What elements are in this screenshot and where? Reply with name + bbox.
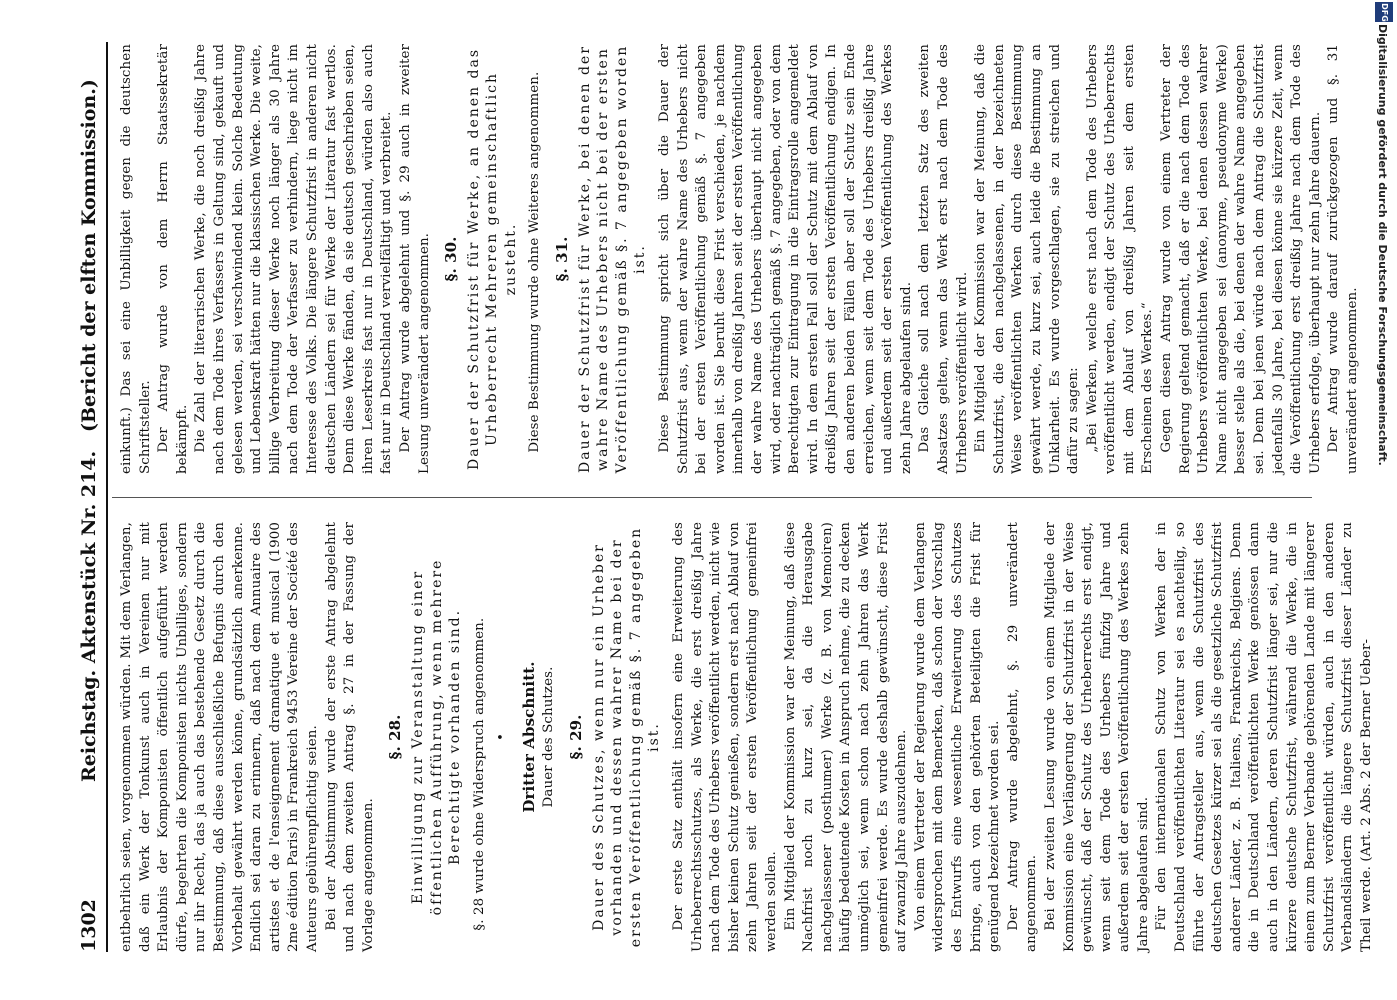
page-number: 1302 (78, 899, 100, 952)
right-column (118, 44, 1363, 474)
separator: • (494, 733, 510, 741)
paragraph: Der Antrag wurde abgelehnt, §. 29 unverändert angenommen. (1005, 522, 1040, 952)
paragraph: Diese Bestimmung spricht sich über die Dauer der Schutzfrist aus, wenn der wahre Name des Urhebers nicht bei der ersten Veröffentlichung gemäß §. 7 angegeben worden ist. Sie beruht diese Frist verschieden, je nachdem innerhalb von dreißig Jahren seit der ersten Veröffentlichung der wahre Name des Urhebers überhaupt nicht angegeben wird, oder nachträglich gemäß §. 7 angegeben, oder von dem Berechtigten zur Eintragung in die Eintragsrolle angemeldet wird. In dem ersten Fall soll der Schutz mit dem Ablauf von dreißig Jahren seit der ersten Veröffentlichung endigen. In den anderen beiden Fällen aber soll der Schutz sein Ende erreichen, wenn seit dem Tode des Urhebers dreißig Jahre und außerdem seit der ersten Veröffentlichung des Werkes zehn Jahre abgelaufen sind. (657, 44, 914, 474)
column-divider (112, 497, 1312, 498)
page-header (72, 42, 108, 952)
paragraph: Der erste Satz enthält insofern eine Erweiterung des Urheberrechtsschutzes, als Werke, die erst dreißig Jahre nach dem Tode des Urhebers veröffentlicht werden, nicht wie bisher keinen Schutz genießen, sondern erst nach Ablauf von zehn Jahren seit der ersten Veröffentlichung gemeinfrei werden sollen. (671, 522, 779, 952)
paragraph: Von einem Vertreter der Regierung wurde dem Verlangen widersprochen mit dem Bemerken, daß schon der Vorschlag des Entwurfs eine wesentliche Erweiterung des Schutzes bringe, auch von den gehörten Beteiligten die Frist für genügend bezeichnet worden sei. (912, 522, 1003, 952)
section-title: Einwilligung zur Veranstaltung einer öffentlichen Aufführung, wenn mehrere Berechtigte vorhanden sind. (409, 558, 464, 916)
chapter-subtitle: Dauer des Schutzes. (541, 666, 557, 808)
paragraph: Für den internationalen Schutz von Werken der in Deutschland veröffentlichten Literatur sei es nachteilig, so führte der Antragsteller aus, wenn die Schutzfrist des deutschen Gesetzes kürzer sei als die gesetzliche Schutzfrist anderer Länder, z. B. Italiens, Frankreichs, Belgiens. Denn die in Deutschland veröffentlichten Werke genössen dann auch in den Ländern, deren Schutzfrist länger sei, nur die kürzere deutsche Schutzfrist, während die Werke, die in einem zum Berner Verbande gehörenden Lande mit längerer Schutzfrist veröffentlicht würden, auch in den anderen Verbandsländern die längere Schutzfrist dieser Länder zu Theil werde. (Art. 2 Abs. 2 der Berner Ueber- (1154, 522, 1374, 952)
publication-title: Reichstag. Aktenstück Nr. 214. (78, 450, 100, 782)
paragraph: Die Zahl der literarischen Werke, die noch dreißig Jahre nach dem Tode ihres Verfassers in Geltung sind, gekauft und gelesen werden, sei verschwindend klein. Solche Bedeutung und Lebenskraft hätten nur die klassischen Werke. Die weite, billige Verbreitung dieser Werke noch länger als 30 Jahre nach dem Tode der Verfasser zu verhindern, liege nicht im Interesse des Volks. Die längere Schutzfrist in anderen nicht deutschen Ländern sei für Werke der Literatur fast wertlos. Denn diese Werke fänden, da sie deutsch geschrieben seien, ihren Leserkreis fast nur in Deutschland, würden also auch fast nur in Deutschland vervielfältigt und verbreitet. (193, 44, 395, 474)
section-title: Dauer der Schutzfrist für Werke, bei denen der wahre Name des Urhebers nicht bei der ersten Veröffentlichung gemäß §. 7 angegeben worden ist. (576, 44, 649, 474)
digitization-credit (1373, 24, 1391, 964)
paragraph: Bei der Abstimmung wurde der erste Antrag abgelehnt und nach dem zweiten Antrag §. 27 in der Fassung der Vorlage angenommen. (323, 522, 376, 952)
paragraph: Ein Mitglied der Kommission war der Meinung, daß die Schutzfrist, die den nachgelassenen, in der bezeichneten Weise veröffentlichten Werken durch diese Bestimmung gewährt werde, zu kurz sei, auch leide die Bestimmung an Unklarheit. Es wurde vorgeschlagen, sie zu streichen und dafür zu sagen: (973, 44, 1082, 474)
section-heading: §. 28. (386, 714, 405, 760)
section-heading: §. 31. (553, 236, 572, 282)
section-heading: §. 30. (442, 236, 461, 282)
paragraph: Bei der zweiten Lesung wurde von einem Mitgliede der Kommission eine Verlängerung der Schutzfrist in der Weise gewünscht, daß der Schutz des Urheberrechts erst endigt, wenn seit dem Tode des Urhebers fünfzig Jahre und außerdem seit der ersten Veröffentlichung des Werkes zehn Jahre abgelaufen sind. (1042, 522, 1151, 952)
paragraph: entbehrlich seien, vorgenommen würden. Mit dem Verlangen, daß ein Werk der Tonkunst auch in Vereinen nur mit Erlaubnis der Komponisten öffentlich aufgeführt werden dürfe, begehrten die Komponisten nichts Unbilliges, sondern nur ihr Recht, das ja auch das bestehende Gesetz durch die Bestimmung, daß diese ausschließliche Befugnis durch den Vorbehalt gewährt werden könne, grundsätzlich anerkenne. Endlich sei daran zu erinnern, daß nach dem Annuaire des artistes et de l'enseignement dramatique et musical (1900 2me édition Paris) in Frankreich 9453 Vereine der Société des Auteurs gebührenpflichtig seien. (119, 521, 320, 952)
section-title: Dauer des Schutzes, wenn nur ein Urheber vorhanden und dessen wahrer Name bei der ersten Veröffentlichung gemäß §. 7 angegeben ist. (590, 526, 663, 948)
paragraph: Ein Mitglied der Kommission war der Meinung, daß diese Nachfrist noch zu kurz sei, da die Herausgabe nachgelassener (posthumer) Werke (z. B. von Memoiren) häufig bedeutende Kosten in Anspruch nehme, die zu decken unmöglich sei, wenn schon nach zehn Jahren das Werk gemeinfrei werde. Es wurde deshalb gewünscht, diese Frist auf zwanzig Jahre auszudehnen. (782, 522, 910, 952)
section-heading: §. 29. (567, 714, 586, 760)
paragraph: Der Antrag wurde von dem Herrn Staatssekretär bekämpft. (156, 44, 190, 474)
digitization-credit-text: Digitalisierung gefördert durch die Deutsche Forschungsgemeinschaft. (1376, 24, 1389, 466)
paragraph: Der Antrag wurde abgelehnt und §. 29 auch in zweiter Lesung unverändert angenommen. (397, 44, 432, 474)
section-title: Dauer der Schutzfrist für Werke, an denen das Urheberrecht Mehreren gemeinschaftlich zusteht. (465, 47, 519, 471)
paragraph: Das Gleiche soll nach dem letzten Satz des zweiten Absatzes gelten, wenn das Werk erst nach dem Tode des Urhebers veröffentlicht wird. (917, 44, 970, 474)
page-content (72, 42, 1374, 952)
paragraph: einkunft.) Das sei eine Unbilligkeit gegen die deutschen Schriftsteller. (119, 44, 153, 474)
report-title: (Bericht der elften Kommission.) (78, 79, 100, 432)
paragraph: §. 28 wurde ohne Widerspruch angenommen. (471, 617, 487, 931)
dfg-logo-icon: DFG (1375, 2, 1393, 22)
chapter-heading: Dritter Abschnitt. (519, 661, 538, 813)
left-column (118, 522, 1377, 952)
quoted-proposal: „Bei Werken, welche erst nach dem Tode des Urhebers veröffentlicht werden, endigt der Schutz des Urheberrechts mit dem Ablauf von dreißig Jahren seit dem ersten Erscheinen des Werkes.“ (1084, 44, 1156, 474)
paragraph: Der Antrag wurde darauf zurückgezogen und §. 31 unverändert angenommen. (1326, 44, 1360, 474)
paragraph: Diese Bestimmung wurde ohne Weiteres angenommen. (527, 71, 543, 453)
paragraph: Gegen diesen Antrag wurde von einem Vertreter der Regierung geltend gemacht, daß er die nach dem Tode des Urhebers veröffentlichten Werke, bei denen dessen wahrer Name nicht angegeben sei (anonyme, pseudonyme Werke) besser stelle als die, bei denen der wahre Name angegeben sei. Denn bei jenen würde nach dem Antrag die Schutzfrist jedenfalls 30 Jahre, bei diesen könne sie kürzere Zeit, wenn die Veröffentlichung erst dreißig Jahre nach dem Tode des Urhebers erfolge, überhaupt nur zehn Jahre dauern. (1159, 44, 1323, 474)
